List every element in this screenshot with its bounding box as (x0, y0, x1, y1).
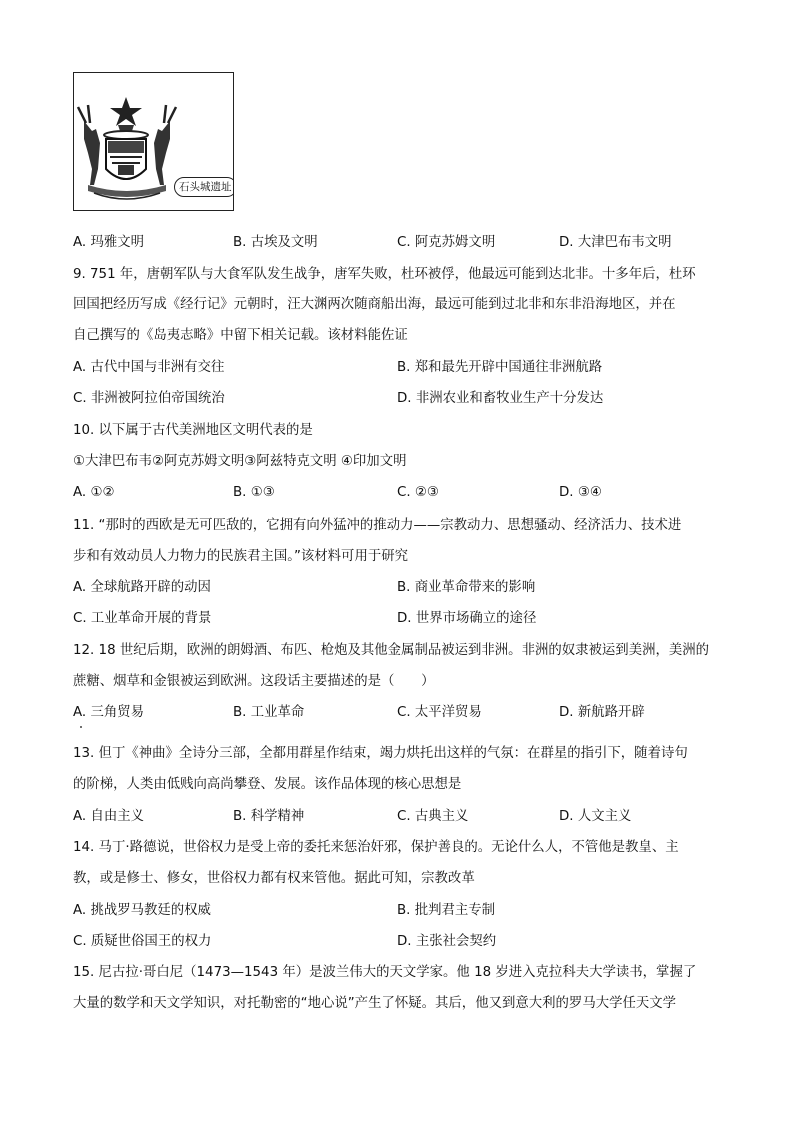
q14-stem-line-1: 14. 马丁·路德说，世俗权力是受上帝的委托来惩治奸邪，保护善良的。无论什么人，不管他是教皇、主 (73, 840, 679, 855)
q11-option-b: B. 商业革命带来的影响 (397, 580, 536, 595)
q13-stem-line-1: 13. 但丁《神曲》全诗分三部，全都用群星作结束，竭力烘托出这样的气氛：在群星的指引下，随着诗句 (73, 746, 688, 761)
q8-option-a: A. 玛雅文明 (73, 235, 144, 250)
q14-option-b: B. 批判君主专制 (397, 903, 496, 918)
q14-option-c: C. 质疑世俗国王的权力 (73, 934, 212, 949)
q10-stem: 10. 以下属于古代美洲地区文明代表的是 (73, 423, 313, 438)
q13-option-b: B. 科学精神 (233, 809, 305, 824)
q9-stem-line-1: 9. 751 年，唐朝军队与大食军队发生战争，唐军失败，杜环被俘，他最远可能到达北非。十多年后，杜环 (73, 267, 696, 282)
q13-option-d: D. 人文主义 (559, 809, 632, 824)
q14-stem-line-2: 教，或是修士、修女，世俗权力都有权来管他。据此可知，宗教改革 (73, 871, 475, 886)
q9-option-a: A. 古代中国与非洲有交往 (73, 360, 225, 375)
q14-option-a: A. 挑战罗马教廷的权威 (73, 903, 211, 918)
q12-stem-line-1: 12. 18 世纪后期，欧洲的朗姆酒、布匹、枪炮及其他金属制品被运到非洲。非洲的奴隶被运到美洲，美洲的 (73, 643, 710, 658)
q8-option-d: D. 大津巴布韦文明 (559, 235, 672, 250)
q11-stem-line-1: 11. “那时的西欧是无可匹敌的，它拥有向外猛冲的推动力——宗教动力、思想骚动、经济活力、技术进 (73, 518, 682, 533)
q12-stem-line-2: 蔗糖、烟草和金银被运到欧洲。这段话主要描述的是（ ） (73, 674, 435, 689)
q10-items: ①大津巴布韦②阿克苏姆文明③阿兹特克文明 ④印加文明 (73, 454, 407, 469)
q8-option-b: B. 古埃及文明 (233, 235, 318, 250)
coat-of-arms-figure (73, 72, 234, 211)
figure-label: 石头城遗址 (174, 177, 234, 197)
q10-option-a: A. ①② (73, 485, 115, 500)
q8-option-c: C. 阿克苏姆文明 (397, 235, 496, 250)
q12-option-c: C. 太平洋贸易 (397, 705, 482, 720)
q9-option-b: B. 郑和最先开辟中国通往非洲航路 (397, 360, 603, 375)
q10-option-d: D. ③④ (559, 485, 602, 500)
q11-option-c: C. 工业革命开展的背景 (73, 611, 212, 626)
q9-stem-line-3: 自己撰写的《岛夷志略》中留下相关记载。该材料能佐证 (73, 328, 408, 343)
q13-stem-line-2: 的阶梯，人类由低贱向高尚攀登、发展。该作品体现的核心思想是 (73, 777, 462, 792)
q12-option-a: A. 三角贸易 (73, 705, 144, 720)
q14-option-d: D. 主张社会契约 (397, 934, 497, 949)
q11-option-a: A. 全球航路开辟的动因 (73, 580, 211, 595)
q12-option-b: B. 工业革命 (233, 705, 305, 720)
q9-option-c: C. 非洲被阿拉伯帝国统治 (73, 391, 225, 406)
q10-option-b: B. ①③ (233, 485, 275, 500)
q11-option-d: D. 世界市场确立的途径 (397, 611, 537, 626)
q15-stem-line-1: 15. 尼古拉·哥白尼（1473—1543 年）是波兰伟大的天文学家。他 18 岁进入克拉科夫大学读书，掌握了 (73, 965, 697, 980)
q9-option-d: D. 非洲农业和畜牧业生产十分发达 (397, 391, 604, 406)
q13-option-a: A. 自由主义 (73, 809, 144, 824)
q13-option-c: C. 古典主义 (397, 809, 469, 824)
q15-stem-line-2: 大量的数学和天文学知识，对托勒密的“地心说”产生了怀疑。其后，他又到意大利的罗马大学任天文学 (73, 996, 677, 1011)
q11-stem-line-2: 步和有效动员人力物力的民族君主国。”该材料可用于研究 (73, 549, 409, 564)
q12-option-d: D. 新航路开辟 (559, 705, 645, 720)
stray-mark (80, 726, 82, 728)
q10-option-c: C. ②③ (397, 485, 439, 500)
q9-stem-line-2: 回国把经历写成《经行记》元朝时，汪大渊两次随商船出海，最远可能到过北非和东非沿海地区，并在 (73, 297, 676, 312)
